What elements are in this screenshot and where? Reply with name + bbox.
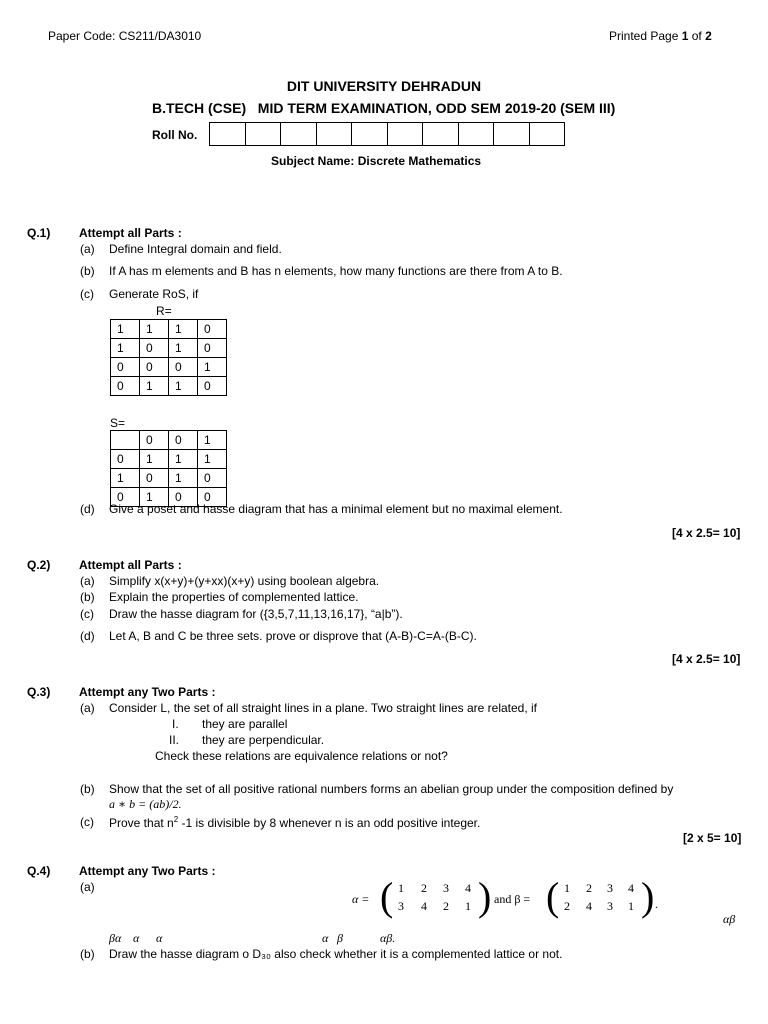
q1-number: Q.1) bbox=[27, 226, 51, 240]
beta-bottom-cell: 3 bbox=[607, 899, 613, 913]
q2d-label: (d) bbox=[80, 629, 95, 643]
q3c-text-pre: Prove that n bbox=[109, 816, 174, 830]
roll-box[interactable] bbox=[209, 122, 246, 146]
fragment-text: α bbox=[322, 931, 329, 945]
q3b-text: Show that the set of all positive rational numbers forms an abelian group under the composition defined by bbox=[109, 782, 674, 796]
matrix-cell: 1 bbox=[111, 339, 140, 358]
beta-right-paren: ) bbox=[641, 874, 655, 919]
roll-box[interactable] bbox=[280, 122, 317, 146]
r-label: R= bbox=[156, 304, 172, 318]
alpha-bottom-cell: 4 bbox=[421, 899, 427, 913]
matrix-cell: 0 bbox=[169, 431, 198, 450]
alpha-top-cell: 4 bbox=[465, 881, 471, 895]
q1-heading: Attempt all Parts : bbox=[79, 226, 182, 240]
q3c-label: (c) bbox=[80, 815, 94, 829]
matrix-cell: 1 bbox=[169, 377, 198, 396]
q4-heading: Attempt any Two Parts : bbox=[79, 864, 216, 878]
matrix-cell: 1 bbox=[111, 320, 140, 339]
beta-bottom-cell: 2 bbox=[564, 899, 570, 913]
q3a-ii-label: II. bbox=[169, 733, 180, 747]
roll-label: Roll No. bbox=[152, 128, 198, 142]
q3a-text: Consider L, the set of all straight lines in a plane. Two straight lines are related, if bbox=[109, 701, 538, 715]
subject-value: Discrete Mathematics bbox=[357, 154, 482, 168]
university-title: DIT UNIVERSITY DEHRADUN bbox=[286, 78, 482, 94]
q2b-label: (b) bbox=[80, 590, 95, 604]
matrix-cell: 0 bbox=[111, 488, 140, 507]
paper-code: Paper Code: CS211/DA3010 bbox=[48, 29, 202, 43]
q3a-label: (a) bbox=[80, 701, 95, 715]
fragment-alpha-beta: αβ bbox=[723, 912, 736, 926]
q2-marks: [4 x 2.5= 10] bbox=[672, 652, 741, 666]
q2a-text: Simplify x(x+y)+(y+xx)(x+y) using boolean algebra. bbox=[109, 574, 380, 588]
matrix-row bbox=[111, 450, 227, 469]
alpha-bottom-cell: 1 bbox=[465, 899, 471, 913]
q3c-text bbox=[109, 815, 480, 830]
beta-left-paren: ( bbox=[546, 874, 560, 919]
matrix-cell: 0 bbox=[169, 488, 198, 507]
roll-box[interactable] bbox=[493, 122, 530, 146]
subject-line bbox=[271, 154, 481, 168]
and-beta: and β = bbox=[494, 892, 531, 906]
roll-box[interactable] bbox=[422, 122, 459, 146]
q2b-text: Explain the properties of complemented lattice. bbox=[109, 590, 359, 604]
q1b-label: (b) bbox=[80, 264, 95, 278]
r-matrix bbox=[110, 319, 227, 396]
matrix-cell: 0 bbox=[111, 377, 140, 396]
page-total: 2 bbox=[705, 29, 712, 43]
beta-top-cell: 3 bbox=[607, 881, 613, 895]
q1a-label: (a) bbox=[80, 242, 95, 256]
q4a-label: (a) bbox=[80, 880, 95, 894]
fragment-text: α bbox=[156, 931, 163, 945]
matrix-cell: 1 bbox=[140, 320, 169, 339]
q3c-text-post: -1 is divisible by 8 whenever n is an odd positive integer. bbox=[178, 816, 481, 830]
q3a-check: Check these relations are equivalence relations or not? bbox=[155, 749, 448, 763]
q3b-label: (b) bbox=[80, 782, 95, 796]
matrix-cell: 0 bbox=[140, 358, 169, 377]
matrix-row bbox=[111, 431, 227, 450]
matrix-cell: 0 bbox=[198, 320, 227, 339]
roll-box[interactable] bbox=[458, 122, 495, 146]
formula-dot: . bbox=[655, 897, 658, 911]
matrix-row bbox=[111, 339, 227, 358]
alpha-top-cell: 3 bbox=[443, 881, 449, 895]
alpha-top-cell: 2 bbox=[421, 881, 427, 895]
q3b-formula: a ∗ b = (ab)/2. bbox=[109, 797, 182, 811]
q3-heading: Attempt any Two Parts : bbox=[79, 685, 216, 699]
beta-bottom-cell: 4 bbox=[586, 899, 592, 913]
matrix-row bbox=[111, 358, 227, 377]
matrix-cell bbox=[111, 431, 140, 450]
matrix-cell: 0 bbox=[169, 358, 198, 377]
matrix-cell: 1 bbox=[140, 450, 169, 469]
q4b-label: (b) bbox=[80, 947, 95, 961]
matrix-cell: 0 bbox=[198, 339, 227, 358]
q2-heading: Attempt all Parts : bbox=[79, 558, 182, 572]
matrix-cell: 1 bbox=[198, 358, 227, 377]
matrix-cell: 0 bbox=[198, 469, 227, 488]
matrix-cell: 0 bbox=[140, 431, 169, 450]
roll-box[interactable] bbox=[529, 122, 566, 146]
q1a-text: Define Integral domain and field. bbox=[109, 242, 282, 256]
alpha-bottom-cell: 3 bbox=[398, 899, 404, 913]
fragment-text: β bbox=[337, 931, 343, 945]
roll-box[interactable] bbox=[351, 122, 388, 146]
q1c-text: Generate RoS, if bbox=[109, 287, 199, 301]
matrix-row bbox=[111, 320, 227, 339]
q1b-text: If A has m elements and B has n elements, how many functions are there from A to B. bbox=[109, 264, 563, 278]
q2-number: Q.2) bbox=[27, 558, 51, 572]
matrix-row bbox=[111, 377, 227, 396]
exam-title: B.TECH (CSE) MID TERM EXAMINATION, ODD SEM 2019-20 (SEM III) bbox=[152, 100, 616, 116]
roll-box[interactable] bbox=[316, 122, 353, 146]
matrix-cell: 1 bbox=[140, 488, 169, 507]
q2a-label: (a) bbox=[80, 574, 95, 588]
q4-number: Q.4) bbox=[27, 864, 51, 878]
q1-marks: [4 x 2.5= 10] bbox=[672, 526, 741, 540]
printed-page-prefix: Printed Page bbox=[609, 29, 682, 43]
matrix-cell: 0 bbox=[111, 358, 140, 377]
s-matrix bbox=[110, 430, 227, 507]
fragment-text: α bbox=[133, 931, 140, 945]
matrix-cell: 1 bbox=[169, 320, 198, 339]
matrix-cell: 0 bbox=[111, 450, 140, 469]
alpha-left-paren: ( bbox=[380, 874, 394, 919]
q1d-text: Give a poset and hasse diagram that has a minimal element but no maximal element. bbox=[109, 502, 563, 516]
q1d-label: (d) bbox=[80, 502, 95, 516]
matrix-cell: 0 bbox=[140, 469, 169, 488]
alpha-eq: α = bbox=[352, 892, 370, 906]
beta-bottom-cell: 1 bbox=[628, 899, 634, 913]
q3a-i-text: they are parallel bbox=[202, 717, 288, 731]
page-of: of bbox=[688, 29, 706, 43]
matrix-cell: 1 bbox=[198, 431, 227, 450]
q2d-text: Let A, B and C be three sets. prove or disprove that (A-B)-C=A-(B-C). bbox=[109, 629, 477, 643]
fragment-text: αβ. bbox=[380, 931, 396, 945]
matrix-cell: 1 bbox=[140, 377, 169, 396]
q4b-text: Draw the hasse diagram o D₃₀ also check whether it is a complemented lattice or not. bbox=[109, 947, 563, 961]
matrix-cell: 0 bbox=[198, 488, 227, 507]
page-number: 1 bbox=[681, 29, 689, 43]
matrix-cell: 1 bbox=[169, 450, 198, 469]
q3-marks: [2 x 5= 10] bbox=[683, 831, 742, 845]
q3a-i-label: I. bbox=[172, 717, 179, 731]
matrix-cell: 0 bbox=[140, 339, 169, 358]
printed-page bbox=[609, 29, 712, 43]
roll-box[interactable] bbox=[245, 122, 282, 146]
fragment-text: βα bbox=[109, 931, 122, 945]
matrix-cell: 1 bbox=[169, 339, 198, 358]
q1c-label: (c) bbox=[80, 287, 94, 301]
q2c-label: (c) bbox=[80, 607, 94, 621]
roll-box[interactable] bbox=[387, 122, 424, 146]
alpha-bottom-cell: 2 bbox=[443, 899, 449, 913]
matrix-cell: 1 bbox=[198, 450, 227, 469]
alpha-right-paren: ) bbox=[478, 874, 492, 919]
q3-number: Q.3) bbox=[27, 685, 51, 699]
beta-top-cell: 1 bbox=[564, 881, 570, 895]
matrix-cell: 0 bbox=[198, 377, 227, 396]
matrix-cell: 1 bbox=[111, 469, 140, 488]
matrix-row bbox=[111, 469, 227, 488]
q2c-text: Draw the hasse diagram for ({3,5,7,11,13,16,17}, “a|b”). bbox=[109, 607, 403, 621]
subject-label: Subject Name: bbox=[271, 154, 355, 168]
s-label: S= bbox=[110, 416, 126, 430]
q3c-superscript: 2 bbox=[173, 815, 179, 824]
roll-number-boxes[interactable] bbox=[210, 122, 565, 146]
q3a-ii-text: they are perpendicular. bbox=[202, 733, 325, 747]
alpha-top-cell: 1 bbox=[398, 881, 404, 895]
beta-top-cell: 2 bbox=[586, 881, 592, 895]
beta-top-cell: 4 bbox=[628, 881, 634, 895]
matrix-cell: 1 bbox=[169, 469, 198, 488]
